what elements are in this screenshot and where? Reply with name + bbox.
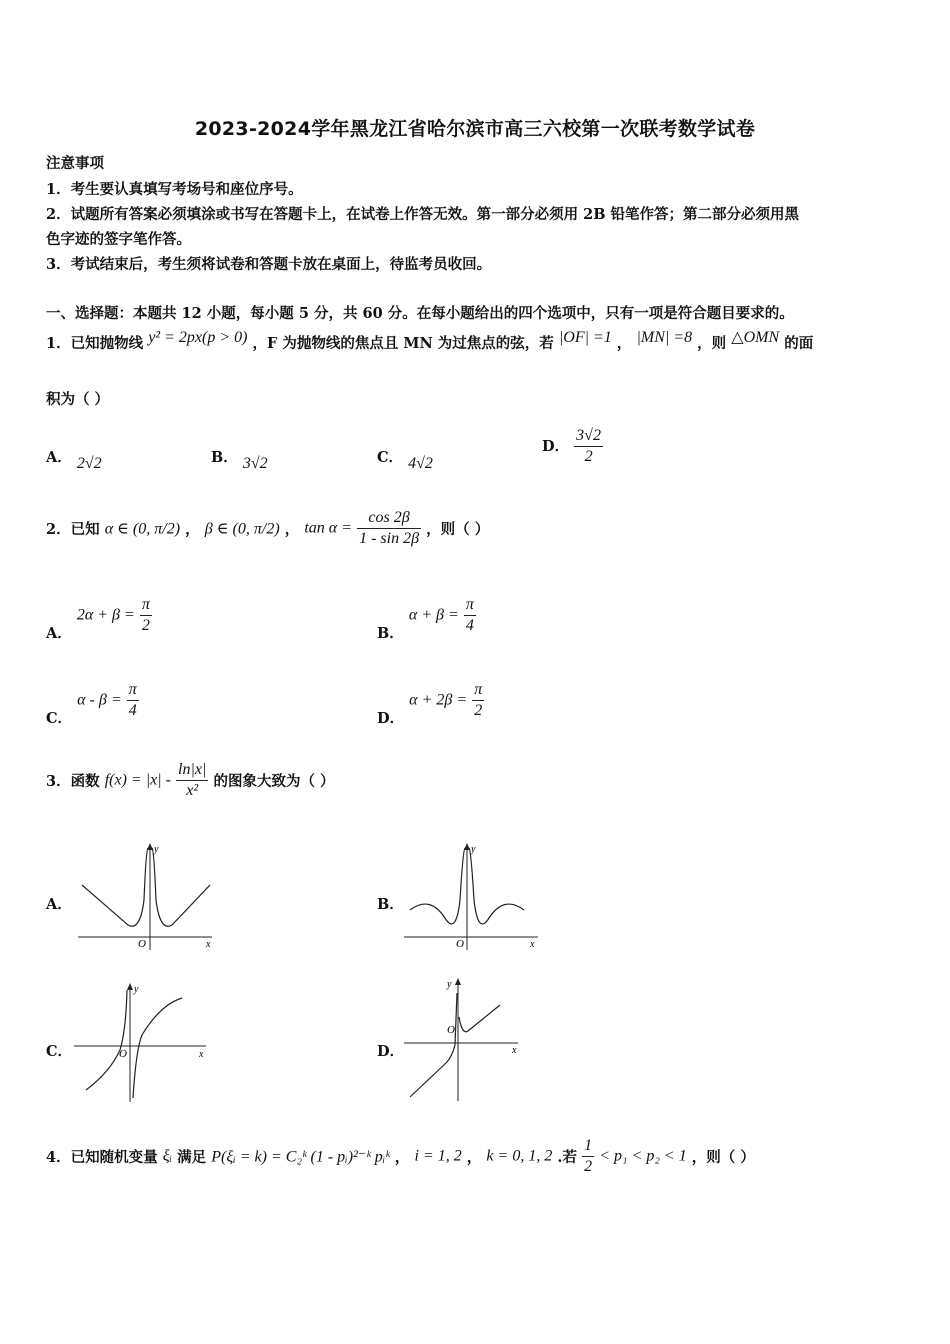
q4-tail: ，则（ ） (691, 1149, 755, 1166)
q2-option-a (46, 595, 152, 643)
graph-c-origin: O (119, 1048, 127, 1060)
q2-option-c (46, 680, 139, 728)
q2-option-b-fraction (464, 595, 476, 636)
q4-k-range: k = 0, 1, 2 (486, 1147, 553, 1165)
q4-half-num: 1 (582, 1136, 594, 1157)
q3-fraction-num: ln|x| (176, 760, 208, 781)
q1-sep: ， (616, 335, 632, 352)
q2-tan-den: 1 - sin 2β (359, 530, 420, 547)
q3-graph-a (70, 840, 220, 955)
q1-condition-1: |OF| =1 (558, 329, 612, 346)
q1-equation: y² = 2px(p > 0) (148, 329, 248, 346)
graph-b-y-label: y (471, 844, 476, 855)
graph-a-curve-right (152, 848, 210, 926)
section-heading: 一、选择题：本题共 12 小题，每小题 5 分，共 60 分。在每小题给出的四个选项中，只有一项是符合题目要求的。 (46, 305, 794, 322)
q1-option-b-value: 3√2 (242, 455, 268, 472)
q2-tan-num: cos 2β (357, 508, 421, 529)
q3-number: 3．函数 (46, 773, 100, 790)
q2-tan-fraction (357, 508, 421, 549)
graph-c-curve-left (86, 990, 127, 1090)
q1-condition-2: |MN| =8 (636, 329, 693, 346)
q4-xi: ξᵢ (162, 1147, 173, 1165)
q2-option-d-den: 2 (474, 702, 483, 719)
q2-sep: ， (185, 521, 200, 538)
q2-alpha-range: α ∈ (0, π/2) (104, 520, 181, 538)
q1-number: 1．已知抛物线 (46, 335, 144, 352)
graph-b-curve-left (410, 848, 465, 924)
q1-option-b-label: B． (211, 449, 238, 466)
q2-option-b-lhs: α + β = (408, 606, 459, 624)
q2-option-d-fraction (472, 680, 484, 721)
q4-equation: P(ξᵢ = k) = C₂ᵏ (1 - pᵢ)²⁻ᵏ pᵢᵏ (211, 1148, 390, 1166)
q2-option-c-num: π (127, 680, 139, 701)
q3-option-d-label: D． (377, 1043, 405, 1060)
q1-text-4: 积为（ ） (46, 391, 110, 408)
page-title: 2023-2024学年黑龙江省哈尔滨市高三六校第一次联考数学试卷 (194, 118, 756, 140)
q2-option-c-label: C． (46, 710, 73, 727)
graph-c-x-label: x (199, 1049, 204, 1060)
question-1 (46, 329, 916, 362)
q1-option-d-den: 2 (584, 448, 593, 465)
q2-option-a-lhs: 2α + β = (76, 606, 135, 624)
graph-d-origin: O (447, 1024, 455, 1036)
q3-option-c-label: C． (46, 1043, 73, 1060)
graph-c-y-label: y (134, 984, 139, 995)
graph-a-x-label: x (206, 939, 211, 950)
graph-a-y-label: y (154, 844, 159, 855)
q4-text-1: 满足 (177, 1149, 207, 1166)
graph-d-y-label: y (447, 979, 452, 990)
graph-a-curve-left (82, 848, 148, 926)
question-2 (46, 508, 489, 549)
q1-text-3: 的面 (784, 335, 814, 352)
graph-d-x-label: x (512, 1045, 517, 1056)
q1-option-d-num: 3√2 (574, 426, 603, 447)
q3-graph-b (400, 840, 545, 955)
q2-option-a-den: 2 (141, 617, 150, 634)
question-3 (46, 760, 335, 801)
notice-item-3: 3．考试结束后，考生须将试卷和答题卡放在桌面上，待监考员收回。 (46, 256, 492, 273)
q2-option-c-lhs: α - β = (77, 691, 122, 709)
q2-number: 2．已知 (46, 521, 100, 538)
q4-inequality: < p₁ < p₂ < 1 (599, 1147, 687, 1165)
q4-half-fraction (582, 1136, 594, 1177)
q2-option-b-num: π (464, 595, 476, 616)
graph-b-curve-right (469, 848, 524, 924)
notice-item-2: 2．试题所有答案必须填涂或书写在答题卡上，在试卷上作答无效。第一部分必须用 2B 铅笔作答；第二部分必须用黑 (46, 206, 800, 223)
q3-tail: 的图象大致为（ ） (213, 773, 335, 790)
graph-c-curve-right (133, 998, 182, 1098)
q2-option-b-label: B． (377, 625, 404, 642)
q1-option-d-label: D． (542, 438, 570, 455)
q4-number: 4．已知随机变量 (46, 1149, 158, 1166)
q2-beta-range: β ∈ (0, π/2) (204, 520, 280, 538)
q2-tan: tan α = (304, 519, 352, 537)
q1-option-c-value: 4√2 (408, 455, 433, 472)
q2-option-d-num: π (472, 680, 484, 701)
q2-option-d-label: D． (377, 710, 405, 727)
q4-i-range: i = 1, 2 (414, 1147, 462, 1165)
q3-graph-c (70, 980, 215, 1105)
graph-d-curve-right (459, 1005, 500, 1032)
q2-option-b-den: 4 (465, 617, 474, 634)
q4-half-den: 2 (584, 1158, 593, 1175)
q1-triangle: △OMN (731, 329, 780, 346)
graph-b-origin: O (456, 938, 464, 950)
q3-fraction-den: x² (186, 782, 199, 799)
q2-option-b (377, 595, 476, 643)
q2-option-c-den: 4 (128, 702, 137, 719)
q1-text-1: ，F 为抛物线的焦点且 MN 为过焦点的弦，若 (252, 335, 554, 352)
graph-d-y-arrow (455, 978, 461, 985)
q2-sep2: ， (284, 521, 300, 538)
q1-option-a-value: 2√2 (76, 455, 102, 472)
graph-c-y-arrow (127, 983, 133, 990)
q3-fraction (176, 760, 208, 801)
question-4 (46, 1136, 755, 1177)
q1-option-d-fraction (574, 426, 603, 467)
notice-heading: 注意事项 (46, 155, 104, 172)
q2-option-a-label: A． (46, 625, 72, 642)
q2-option-d (377, 680, 484, 728)
q1-option-a-label: A． (46, 449, 72, 466)
q3-option-b-label: B． (377, 896, 404, 913)
q4-text-2: ， (394, 1149, 410, 1166)
graph-d-curve-left (410, 993, 457, 1097)
graph-b-x-label: x (530, 939, 535, 950)
q1-option-b (211, 446, 268, 472)
q3-graph-d (400, 975, 525, 1105)
notice-item-1: 1．考生要认真填写考场号和座位序号。 (46, 181, 303, 198)
q4-text-3: ， (466, 1149, 482, 1166)
notice-item-2-cont: 色字迹的签字笔作答。 (46, 231, 191, 248)
q4-text-4: .若 (557, 1149, 577, 1166)
q2-option-d-lhs: α + 2β = (409, 691, 468, 709)
q2-option-c-fraction (127, 680, 139, 721)
q2-option-a-fraction (140, 595, 152, 636)
q1-option-c-label: C． (377, 449, 404, 466)
q1-option-d (542, 426, 603, 467)
q1-option-a (46, 446, 102, 472)
q3-function: f(x) = |x| - (104, 771, 171, 789)
graph-a-origin: O (138, 938, 146, 950)
q2-tail: ，则（ ） (426, 521, 490, 538)
q1-option-c (377, 446, 433, 472)
q1-text-2: ，则 (697, 335, 727, 352)
q3-option-a-label: A． (46, 896, 72, 913)
q2-option-a-num: π (140, 595, 152, 616)
